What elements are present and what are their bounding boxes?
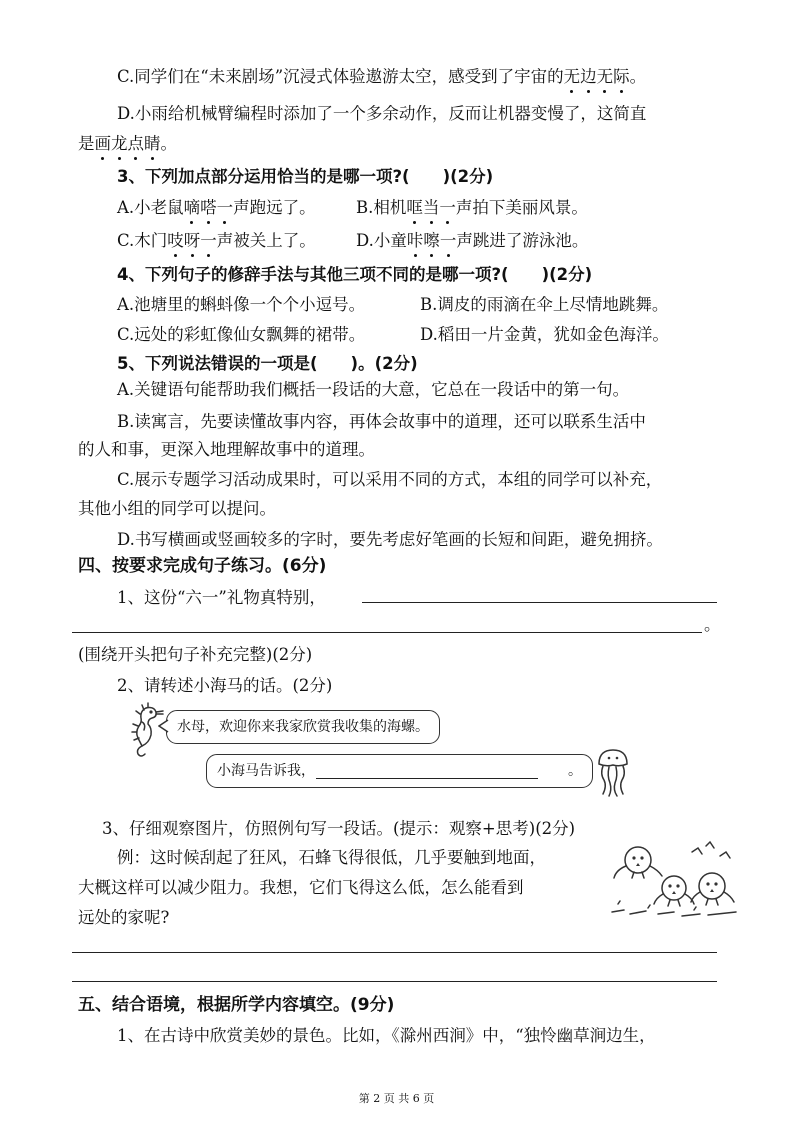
seahorse-speech-bubble <box>166 710 440 744</box>
section-4-title: 四、按要求完成句子练习。(6分) <box>78 556 327 576</box>
sec4-item1-end-mark: 。 <box>704 615 721 634</box>
sec4-item1-note: (围绕开头把句子补充完整)(2分) <box>78 645 313 664</box>
q5-option-b-line1: B.读寓言，先要读懂故事内容，再体会故事中的道理，还可以联系生活中 <box>117 412 646 431</box>
seahorse-speech-text: 水母，欢迎你来我家欣赏我收集的海螺。 <box>177 719 429 735</box>
sec5-item1-prompt: 1、在古诗中欣赏美妙的景色。比如，《滁州西涧》中，“独怜幽草涧边生， <box>117 1026 656 1045</box>
q2-option-d-line2: 是画龙点睛。 <box>78 134 177 153</box>
sec4-item1-prompt: 1、这份“六一”礼物真特别， <box>117 588 326 607</box>
q5-option-a: A.关键语句能帮助我们概括一段话的大意，它总在一段话中的第一句。 <box>117 380 630 399</box>
q2-option-d-line1: D.小雨给机械臂编程时添加了一个多余动作，反而让机器变慢了，这简直 <box>117 104 647 123</box>
sec4-example-line1: 例：这时候刮起了狂风，石蜂飞得很低，几乎要触到地面， <box>117 848 546 867</box>
section-5-title: 五、结合语境，根据所学内容填空。(9分) <box>78 995 395 1015</box>
bubble-tail-icon <box>158 718 170 734</box>
sec4-item3-answer-line-2[interactable] <box>72 981 717 982</box>
q4-option-c: C.远处的彩虹像仙女飘舞的裙带。 <box>117 325 366 344</box>
jellyfish-icon <box>596 748 630 798</box>
sec4-item3-answer-line-1[interactable] <box>72 952 717 953</box>
q5-title: 5、下列说法错误的一项是( )。(2分) <box>117 354 418 373</box>
q5-option-b-line2: 的人和事，更深入地理解故事中的道理。 <box>78 440 375 459</box>
retell-prompt-text: 小海马告诉我， <box>217 763 315 779</box>
sec4-item3-prompt: 3、仔细观察图片，仿照例句写一段话。(提示：观察+思考)(2分) <box>102 819 576 838</box>
retell-end-mark: 。 <box>568 763 582 779</box>
page-footer: 第 2 页 共 6 页 <box>358 1092 435 1105</box>
q3-title: 3、下列加点部分运用恰当的是哪一项?( )(2分) <box>117 167 494 186</box>
q4-option-d: D.稻田一片金黄，犹如金色海洋。 <box>420 325 669 344</box>
q4-option-b: B.调皮的雨滴在伞上尽情地跳舞。 <box>420 295 669 314</box>
low-flying-birds-illustration <box>610 838 740 920</box>
q4-title: 4、下列句子的修辞手法与其他三项不同的是哪一项?( )(2分) <box>117 265 593 284</box>
sec4-example-line3: 远处的家呢? <box>78 908 170 927</box>
q3-option-c: C.木门吱呀一声被关上了。 <box>117 231 316 250</box>
retell-answer-line[interactable] <box>316 778 538 779</box>
q2-option-c: C.同学们在“未来剧场”沉浸式体验遨游太空，感受到了宇宙的无边无际。 <box>117 67 647 86</box>
q5-option-d: D.书写横画或竖画较多的字时，要先考虑好笔画的长短和间距，避免拥挤。 <box>117 530 663 549</box>
q4-option-a: A.池塘里的蝌蚪像一个个小逗号。 <box>117 295 366 314</box>
q3-option-a: A.小老鼠嘀嗒一声跑远了。 <box>117 198 316 217</box>
sec4-example-line2: 大概这样可以减少阻力。我想，它们飞得这么低，怎么能看到 <box>78 878 524 897</box>
q5-option-c-line1: C.展示专题学习活动成果时，可以采用不同的方式，本组的同学可以补充， <box>117 470 663 489</box>
sec4-item2-prompt: 2、请转述小海马的话。(2分) <box>117 676 333 695</box>
sec4-item1-answer-line-2[interactable] <box>72 632 702 633</box>
q3-option-b: B.相机哐当一声拍下美丽风景。 <box>356 198 588 217</box>
q3-option-d: D.小童咔嚓一声跳进了游泳池。 <box>356 231 589 250</box>
retell-answer-bubble <box>206 754 593 788</box>
sec4-item1-answer-line[interactable] <box>362 602 717 603</box>
q5-option-c-line2: 其他小组的同学可以提问。 <box>78 499 276 518</box>
